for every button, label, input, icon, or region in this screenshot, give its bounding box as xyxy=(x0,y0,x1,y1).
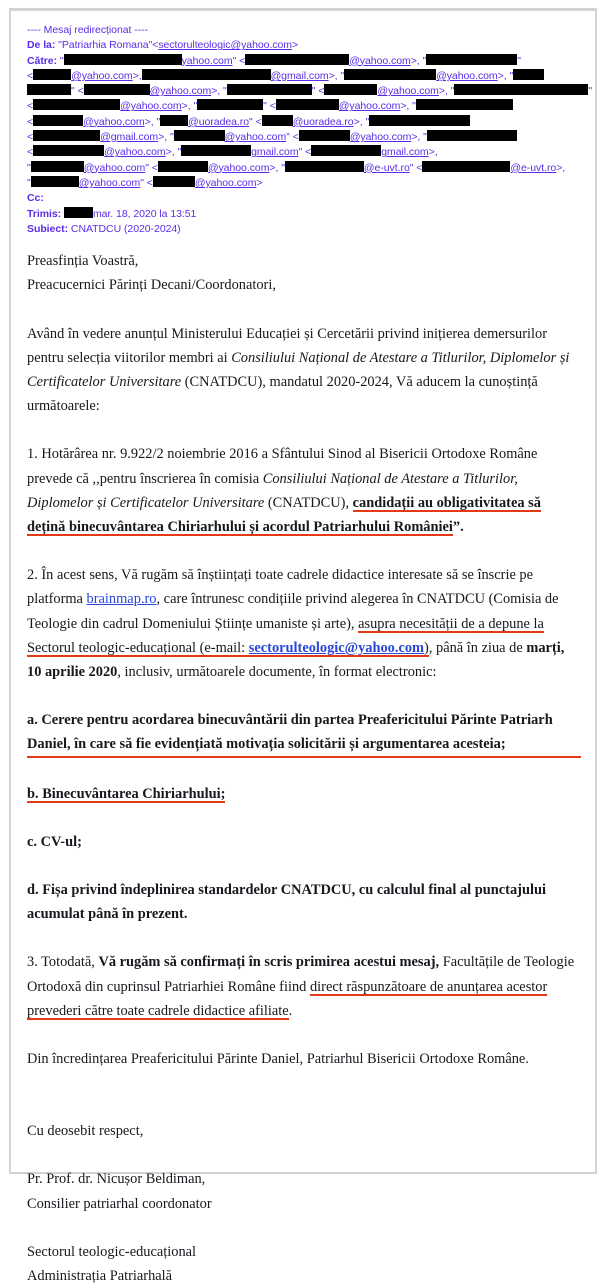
quote-mark: " xyxy=(340,69,345,82)
redaction-bar xyxy=(369,115,470,126)
angle-open: < xyxy=(255,115,262,128)
quote-mark: " xyxy=(27,176,31,189)
redaction-bar xyxy=(33,130,100,141)
from-row xyxy=(27,38,581,53)
angle-close: >, xyxy=(400,100,410,113)
quote-mark: " xyxy=(281,161,285,174)
closing-line: Cu deosebit respect, xyxy=(27,1123,144,1140)
spacer xyxy=(27,1071,581,1095)
angle-close: >, xyxy=(181,100,191,113)
redaction-bar xyxy=(84,84,150,95)
angle-open: < xyxy=(269,100,276,113)
point-2-underlined-1: asupra necesității de a depune la Sectorul teologic-educațional (e-mail: xyxy=(27,615,544,656)
email-message-card xyxy=(9,8,597,1285)
angle-close: >, xyxy=(132,69,142,82)
sector-email-link[interactable]: sectorulteologic@yahoo.com xyxy=(248,639,425,656)
point-3-part-2: Facultățile de Teologie Ortodoxă din cuprinsul Patriarhiei Române fiind xyxy=(27,954,575,995)
redaction-bar xyxy=(324,84,377,95)
redaction-bar xyxy=(262,115,293,126)
quote-mark: " xyxy=(27,161,31,174)
redaction-bar xyxy=(197,99,263,110)
angle-close: >, xyxy=(328,69,338,82)
spacer xyxy=(27,298,581,322)
salutation-line-1: Preasfinția Voastră, xyxy=(27,253,139,270)
quote-mark: " xyxy=(412,100,416,113)
redaction-bar xyxy=(245,54,349,65)
quote-mark: " xyxy=(263,100,267,113)
spacer xyxy=(27,539,581,563)
quote-mark: " xyxy=(193,100,198,113)
recipient-domain: @gmail.com xyxy=(270,69,329,82)
redaction-bar xyxy=(64,207,93,218)
spacer xyxy=(27,1143,581,1167)
from-bracket-open: < xyxy=(152,39,159,52)
spacer xyxy=(27,758,581,782)
redaction-bar xyxy=(31,161,84,172)
to-line xyxy=(27,115,581,130)
angle-close: >, xyxy=(410,54,420,67)
angle-close: >, xyxy=(144,115,154,128)
recipient-domain: gmail.com xyxy=(381,146,429,159)
angle-open: < xyxy=(151,161,158,174)
quote-mark: " xyxy=(517,54,521,67)
subject-row xyxy=(27,222,581,237)
angle-open: < xyxy=(27,115,34,128)
point-1-part-1: 1. Hotărârea nr. 9.922/2 noiembrie 2016 a Sfântului Sinod al Bisericii Ortodoxe Române prevede că ,,pentru înscrierea în comisia xyxy=(27,446,538,487)
intro-part-2: (CNATDCU), mandatul 2020-2024, Vă aducem la cunoștință următoarele: xyxy=(27,373,538,415)
redaction-bar xyxy=(311,145,381,156)
to-line xyxy=(27,99,581,114)
redaction-bar xyxy=(64,54,182,65)
recipient-domain: @yahoo.com xyxy=(207,161,270,174)
quote-mark: " xyxy=(365,115,370,128)
spacer xyxy=(27,806,581,830)
redaction-bar xyxy=(31,176,79,187)
point-3-part-1: 3. Totodată, xyxy=(27,954,99,971)
redaction-bar xyxy=(33,69,71,80)
redaction-bar xyxy=(426,54,517,65)
redaction-bar xyxy=(33,115,83,126)
quote-mark: " xyxy=(588,85,593,98)
department-line-2: Administrația Patriarhală xyxy=(27,1268,173,1285)
redaction-bar xyxy=(27,84,71,95)
recipient-domain: @yahoo.com xyxy=(436,69,498,82)
angle-close: >, xyxy=(165,146,175,159)
recipient-domain: @yahoo.com xyxy=(120,100,182,113)
item-c: c. CV-ul; xyxy=(27,833,82,850)
recipient-domain: @yahoo.com xyxy=(104,146,166,159)
spacer xyxy=(27,926,581,950)
item-d: d. Fișa privind îndeplinirea standardelor CNATDCU, cu calculul final al punctajului acumulat până în prezent. xyxy=(27,882,546,923)
angle-open: < xyxy=(27,146,34,159)
point-2-paragraph xyxy=(27,563,581,684)
spacer xyxy=(27,684,581,708)
redaction-bar xyxy=(416,99,513,110)
point-1-part-2: (CNATDCU), xyxy=(264,494,353,511)
recipient-domain: @e-uvt.ro xyxy=(363,161,410,174)
forward-separator: ---- Mesaj redirecționat ---- xyxy=(27,24,149,36)
quote-mark: " xyxy=(169,131,174,144)
item-a: a. Cerere pentru acordarea binecuvântării din partea Preafericitului Părinte Patriarh Daniel, în care să fie evidențiată motivația solicitării și argumentarea acesteia; xyxy=(27,708,581,757)
point-1-highlight: candidații au obligativitatea să dețină binecuvântarea Chiriarhului și acordul Patriarhului României xyxy=(27,494,541,535)
mandate-line: Din încredințarea Preafericitului Părinte Daniel, Patriarhul Bisericii Ortodoxe Române. xyxy=(27,1051,529,1068)
to-line xyxy=(27,130,581,145)
recipient-domain: @yahoo.com xyxy=(83,161,146,174)
quote-mark: " xyxy=(249,115,253,128)
redaction-bar xyxy=(454,84,588,95)
recipient-domain: @yahoo.com xyxy=(78,176,141,189)
from-bracket-close: > xyxy=(292,39,299,52)
quote-mark: " xyxy=(223,85,227,98)
angle-close: >, xyxy=(497,69,507,82)
spacer xyxy=(27,1095,581,1119)
intro-paragraph xyxy=(27,322,581,419)
department-line-1: Sectorul teologic-educațional xyxy=(27,1243,197,1260)
subject-label: Subiect: xyxy=(27,222,69,235)
angle-open: < xyxy=(416,161,423,174)
redaction-bar xyxy=(142,69,271,80)
recipient-domain: @yahoo.com xyxy=(349,54,411,67)
redaction-bar xyxy=(158,161,208,172)
angle-close: >, xyxy=(428,146,438,159)
point-2-part-3: , până în ziua de xyxy=(428,639,527,656)
quote-mark: " xyxy=(286,131,290,144)
subject-value: CNATDCU (2020-2024) xyxy=(70,222,181,235)
sent-row xyxy=(27,207,581,222)
angle-open: < xyxy=(27,100,34,113)
quote-mark: " xyxy=(409,161,414,174)
recipient-domain: @e-uvt.ro xyxy=(510,161,557,174)
recipient-domain: @uoradea.ro xyxy=(188,115,250,128)
to-line xyxy=(27,161,581,176)
point-1-italic-title: Consiliului Național de Atestare a Titlurilor, Diplomelor și Certificatelor Universitare xyxy=(27,470,518,511)
quote-mark: " xyxy=(140,176,144,189)
brainmap-link[interactable]: brainmap.ro xyxy=(86,591,157,608)
angle-close: >, xyxy=(556,161,566,174)
angle-close: >, xyxy=(353,115,363,128)
redaction-bar xyxy=(299,130,350,141)
cc-label: Cc: xyxy=(27,192,44,205)
angle-close: >, xyxy=(211,85,221,98)
point-2-underlined-2: ) xyxy=(424,639,429,656)
quote-mark: " xyxy=(59,54,64,67)
redaction-bar xyxy=(153,176,195,187)
point-2-part-1: 2. În acest sens, Vă rugăm să înștiințați toate cadrele didactice interesate să se înscrie pe platforma xyxy=(27,567,534,608)
to-line xyxy=(27,145,581,160)
spacer xyxy=(27,1216,581,1240)
signature-title: Consilier patriarhal coordonator xyxy=(27,1195,212,1212)
forwarded-message-header xyxy=(27,23,593,237)
quote-mark: " xyxy=(177,146,182,159)
redaction-bar xyxy=(33,99,120,110)
sent-label: Trimis: xyxy=(27,207,62,220)
signature-name: Pr. Prof. dr. Nicușor Beldiman, xyxy=(27,1171,206,1188)
redaction-bar xyxy=(344,69,436,80)
angle-open: < xyxy=(146,176,153,189)
angle-close: >, xyxy=(438,85,448,98)
redaction-bar xyxy=(285,161,364,172)
to-line xyxy=(27,176,581,191)
recipient-domain: gmail.com xyxy=(251,146,299,159)
angle-open: < xyxy=(77,85,84,98)
spacer xyxy=(27,418,581,442)
intro-part-1: Având în vedere anunțul Ministerului Educației și Cercetării privind inițierea demersurilor pentru selecția viitorilor membri ai xyxy=(27,325,548,366)
recipient-domain: @yahoo.com xyxy=(71,69,133,82)
spacer xyxy=(27,854,581,878)
from-name: "Patriarhia Romana" xyxy=(58,39,153,52)
angle-open: < xyxy=(239,54,246,67)
to-line xyxy=(27,84,593,99)
point-1-paragraph xyxy=(27,442,581,539)
point-2-part-4: , inclusiv, următoarele documente, în format electronic: xyxy=(117,664,437,680)
item-b-wrap xyxy=(27,782,581,806)
angle-open: < xyxy=(292,131,299,144)
to-label: Către: xyxy=(27,54,58,67)
redaction-bar xyxy=(160,115,188,126)
redaction-bar xyxy=(427,130,517,141)
angle-open: < xyxy=(305,146,312,159)
to-line xyxy=(27,54,581,69)
salutation-line-2: Preacucernici Părinți Decani/Coordonatori, xyxy=(27,277,276,294)
quote-mark: " xyxy=(423,131,427,144)
point-2-deadline: marți, 10 aprilie 2020 xyxy=(27,639,565,680)
recipient-domain: @yahoo.com xyxy=(194,176,257,189)
quote-mark: " xyxy=(156,115,161,128)
redaction-bar xyxy=(181,145,251,156)
quote-mark: " xyxy=(422,54,427,67)
email-body xyxy=(27,249,581,1288)
quote-mark: " xyxy=(145,161,149,174)
redaction-bar xyxy=(33,145,104,156)
point-1-part-3: ”. xyxy=(452,518,464,535)
quote-mark: " xyxy=(450,85,455,98)
intro-italic-title: Consiliului Național de Atestare a Titlurilor, Diplomelor și Certificatelor Universitare xyxy=(27,349,570,390)
quote-mark: " xyxy=(311,85,316,98)
from-email-link[interactable]: sectorulteologic@yahoo.com xyxy=(158,39,293,52)
from-label: De la: xyxy=(27,39,56,52)
point-2-part-2: , care întrunesc condițiile privind alegerea în CNATDCU (Comisia de Teologie din cadrul Domeniului Științe umaniste și arte), xyxy=(27,591,559,632)
angle-close: >, xyxy=(158,131,168,144)
spacer xyxy=(27,1023,581,1047)
recipient-domain: @yahoo.com xyxy=(349,131,412,144)
redaction-bar xyxy=(174,130,225,141)
quote-mark: " xyxy=(509,69,514,82)
sent-value: mar. 18, 2020 la 13:51 xyxy=(92,207,197,220)
angle-close: > xyxy=(256,176,263,189)
angle-open: < xyxy=(27,131,34,144)
angle-open: < xyxy=(27,69,34,82)
recipient-domain: @yahoo.com xyxy=(377,85,439,98)
recipient-domain: yahoo.com xyxy=(181,54,233,67)
recipient-domain: @uoradea.ro xyxy=(292,115,354,128)
angle-open: < xyxy=(318,85,325,98)
quote-mark: " xyxy=(298,146,303,159)
redaction-bar xyxy=(513,69,544,80)
to-line xyxy=(27,69,581,84)
redaction-bar xyxy=(227,84,312,95)
recipient-domain: @yahoo.com xyxy=(338,100,401,113)
cc-row xyxy=(27,191,581,206)
point-3-underlined: direct răspunzătoare de anunțarea acestor prevederi către toate cadrele didactice afiliate xyxy=(27,978,548,1019)
recipient-domain: @yahoo.com xyxy=(149,85,212,98)
redaction-bar xyxy=(276,99,339,110)
angle-close: >, xyxy=(269,161,279,174)
angle-close: >, xyxy=(411,131,421,144)
point-3-paragraph xyxy=(27,950,581,1023)
quote-mark: " xyxy=(71,85,75,98)
recipient-domain: @gmail.com xyxy=(100,131,159,144)
redaction-bar xyxy=(422,161,510,172)
point-3-bold: Vă rugăm să confirmați în scris primirea acestui mesaj, xyxy=(98,954,440,971)
recipient-domain: @yahoo.com xyxy=(83,115,145,128)
quote-mark: " xyxy=(232,54,237,67)
recipient-domain: @yahoo.com xyxy=(224,131,287,144)
point-3-part-3: . xyxy=(288,1002,293,1019)
item-b: b. Binecuvântarea Chiriarhului; xyxy=(27,785,226,802)
to-row xyxy=(27,54,593,192)
